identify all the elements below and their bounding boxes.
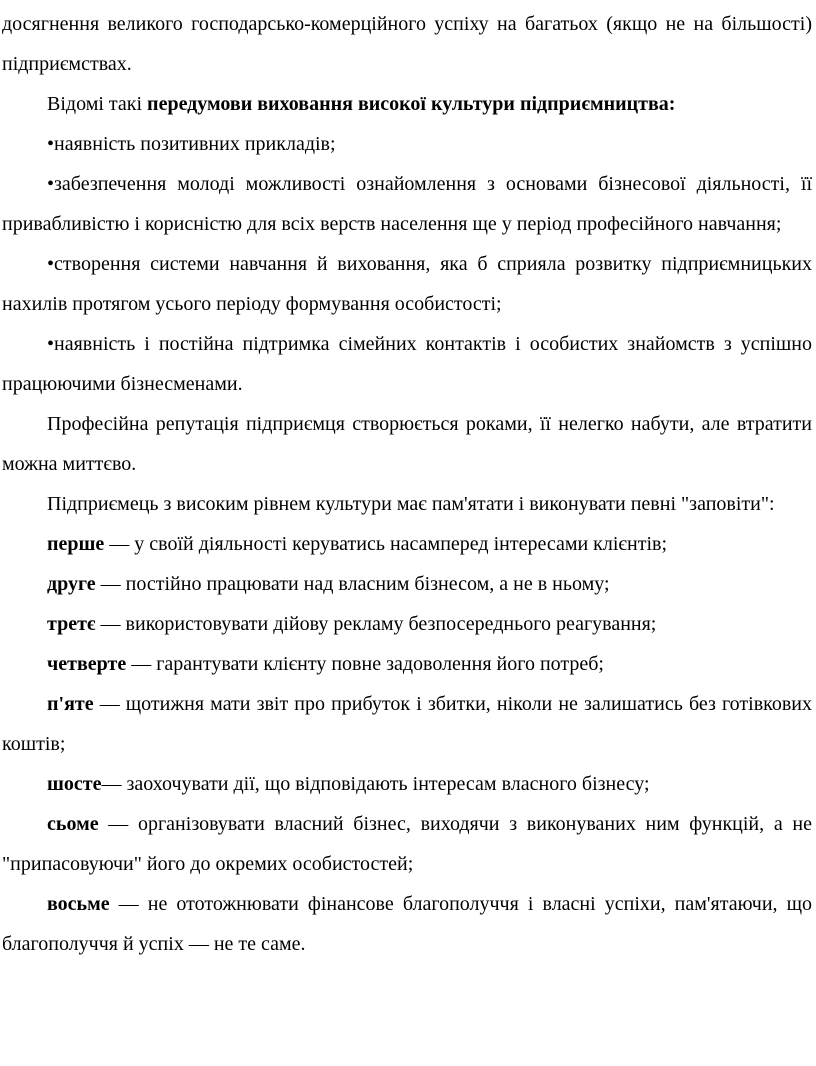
commandment-ordinal: четверте bbox=[47, 653, 127, 675]
bullet-text: створення системи навчання й виховання, яка б сприяла розвитку підприємницьких нахилів протягом усього періоду формування особистості; bbox=[2, 253, 812, 315]
bullet-icon: • bbox=[47, 133, 55, 155]
commandment-ordinal: друге bbox=[47, 573, 96, 595]
paragraph-commandments-intro: Підприємець з високим рівнем культури має пам'ятати і виконувати певні "заповіти": bbox=[47, 493, 775, 515]
bullet-item bbox=[2, 124, 812, 164]
document-page bbox=[2, 0, 812, 964]
commandment-item bbox=[2, 884, 812, 964]
commandment-ordinal: п'яте bbox=[47, 693, 94, 715]
commandment-ordinal: восьме bbox=[47, 893, 110, 915]
bullet-text: забезпечення молоді можливості ознайомлення з основами бізнесової діяльності, її привабливістю і корисністю для всіх верств населення ще у період професійного навчання; bbox=[2, 173, 812, 235]
bullet-item bbox=[2, 244, 812, 324]
commandment-text: — щотижня мати звіт про прибуток і збитки, ніколи не залишатись без готівкових коштів; bbox=[2, 693, 812, 755]
commandment-text: — заохочувати дії, що відповідають інтересам власного бізнесу; bbox=[101, 773, 650, 795]
commandment-item bbox=[2, 644, 812, 684]
commandment-item bbox=[2, 804, 812, 884]
commandment-item bbox=[2, 564, 812, 604]
commandment-item bbox=[2, 684, 812, 764]
paragraph-continuation: досягнення великого господарсько-комерційного успіху на багатьох (якщо не на більшості) підприємствах. bbox=[2, 13, 812, 75]
prerequisites-lead-text: Відомі такі bbox=[47, 93, 148, 115]
commandment-text: — гарантувати клієнту повне задоволення його потреб; bbox=[126, 653, 604, 675]
bullet-item bbox=[2, 164, 812, 244]
commandment-text: — у своїй діяльності керуватись насамперед інтересами клієнтів; bbox=[104, 533, 668, 555]
commandment-item bbox=[2, 764, 812, 804]
prerequisites-bold-heading: передумови виховання високої культури підприємництва: bbox=[147, 93, 676, 115]
bullet-text: наявність і постійна підтримка сімейних контактів і особистих знайомств з успішно працюючими бізнесменами. bbox=[2, 333, 812, 395]
commandment-text: — використовувати дійову рекламу безпосереднього реагування; bbox=[95, 613, 657, 635]
commandment-ordinal: шосте bbox=[47, 773, 102, 795]
commandment-ordinal: сьоме bbox=[47, 813, 99, 835]
commandment-text: — організовувати власний бізнес, виходячи з виконуваних ним функцій, а не "припасовуючи" його до окремих особистостей; bbox=[2, 813, 812, 875]
bullet-text: наявність позитивних прикладів; bbox=[54, 133, 336, 155]
paragraph-reputation: Професійна репутація підприємця створюється роками, її нелегко набути, але втратити можна миттєво. bbox=[2, 413, 812, 475]
commandment-item bbox=[2, 604, 812, 644]
commandment-ordinal: перше bbox=[47, 533, 105, 555]
bullet-icon: • bbox=[47, 173, 55, 195]
commandment-ordinal: третє bbox=[47, 613, 96, 635]
bullet-icon: • bbox=[47, 333, 55, 355]
commandment-text: — постійно працювати над власним бізнесом, а не в ньому; bbox=[95, 573, 610, 595]
bullet-item bbox=[2, 324, 812, 404]
bullet-icon: • bbox=[47, 253, 55, 275]
paragraph-prerequisites-intro bbox=[2, 84, 812, 124]
commandment-item bbox=[2, 524, 812, 564]
commandment-text: — не ототожнювати фінансове благополуччя і власні успіхи, пам'ятаючи, що благополуччя й успіх — не те саме. bbox=[2, 893, 812, 955]
